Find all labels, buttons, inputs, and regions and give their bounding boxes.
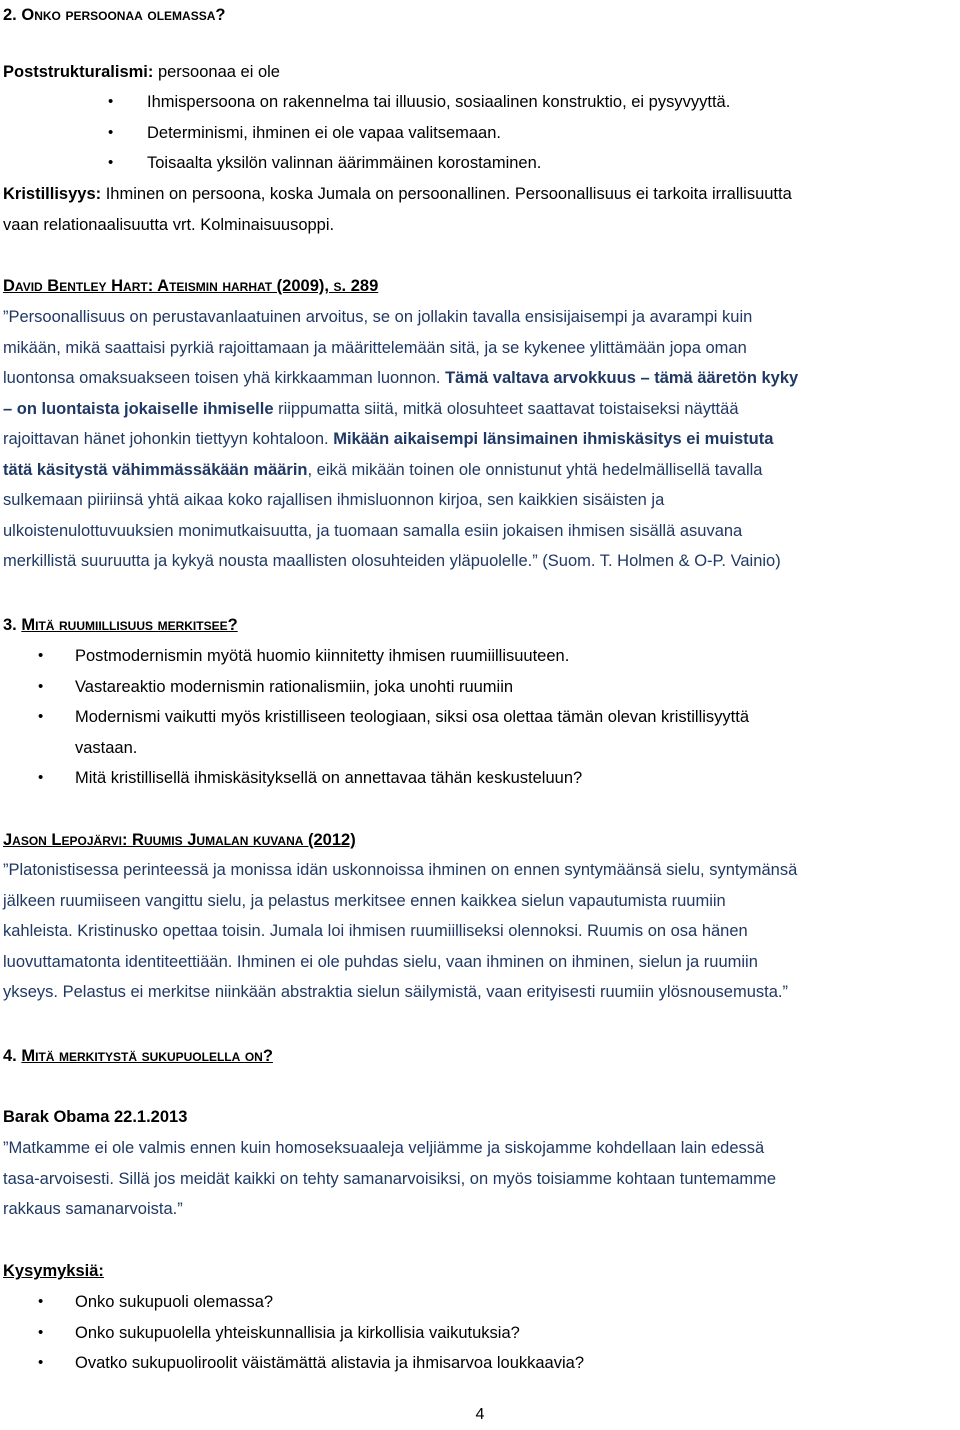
bullet-item bbox=[3, 641, 955, 672]
question-item bbox=[3, 1287, 955, 1318]
hart-source-title: David Bentley Hart: Ateismin harhat (2009), s. 289 bbox=[3, 277, 379, 295]
section-4-title: Mitä merkitystä sukupuolella on? bbox=[21, 1047, 273, 1065]
quote-line: kahleista. Kristinusko opettaa toisin. Jumala loi ihmisen ruumiilliseksi olennoksi. Ruumis on osa hänen bbox=[3, 922, 748, 940]
section-3-bullets bbox=[3, 641, 955, 794]
bullet-text: Determinismi, ihminen ei ole vapaa valitsemaan. bbox=[147, 123, 501, 142]
question-item bbox=[3, 1318, 955, 1349]
quote-line bbox=[3, 394, 955, 425]
section-3-title: Mitä ruumiillisuus merkitsee? bbox=[21, 616, 238, 634]
quote-text: merkillistä suuruutta ja kykyä nousta maallisten olosuhteiden yläpuolelle.” (Suom. T. Holmen & O-P. Vainio) bbox=[3, 552, 781, 570]
quote-line bbox=[3, 302, 955, 333]
bullet-marker: • bbox=[38, 647, 44, 664]
christianity-text-1: Ihminen on persoona, koska Jumala on persoonallinen. Persoonallisuus ei tarkoita irrallisuutta bbox=[101, 185, 792, 203]
question-item bbox=[3, 1348, 955, 1379]
section-4-heading bbox=[3, 1041, 955, 1072]
bullet-marker: • bbox=[108, 123, 114, 141]
bullet-text: Ihmispersoona on rakennelma tai illuusio, sosiaalinen konstruktio, ei pysyvyyttä. bbox=[147, 93, 731, 111]
quote-line: luovuttamatonta identiteettiään. Ihminen ei ole puhdas sielu, vaan ihminen on ihminen, sielun ja ruumiin bbox=[3, 952, 758, 971]
quote-line: tasa-arvoisesti. Sillä jos meidät kaikki on tehty samanarvoisiksi, on myös toisiamme kohtaan tuntemamme bbox=[3, 1169, 777, 1188]
question-text: Ovatko sukupuoliroolit väistämättä alistavia ja ihmisarvoa loukkaavia? bbox=[75, 1354, 584, 1372]
quote-text: , eikä mikään toinen ole onnistunut yhtä hedelmällisellä tavalla bbox=[307, 460, 763, 479]
obama-quote bbox=[3, 1133, 955, 1225]
quote-text: rajoittavan hänet johonkin tiettyyn kohtaloon. bbox=[3, 430, 334, 448]
hart-source bbox=[3, 271, 955, 302]
bullet-marker: • bbox=[108, 154, 114, 171]
quote-line: ”Matkamme ei ole valmis ennen kuin homoseksuaaleja veljiämme ja siskojamme kohdellaan lain edessä bbox=[3, 1139, 765, 1157]
bullet-item bbox=[3, 702, 955, 733]
quote-emphasis: Mikään aikaisempi länsimainen ihmiskäsitys ei muistuta bbox=[333, 430, 774, 448]
bullet-text: Postmodernismin myötä huomio kiinnitetty ihmisen ruumiillisuuteen. bbox=[75, 647, 570, 665]
section-3-heading bbox=[3, 610, 955, 641]
bullet-marker: • bbox=[38, 677, 44, 695]
lepojarvi-quote bbox=[3, 855, 955, 1008]
section-2-number: 2. bbox=[3, 6, 17, 24]
bullet-text: Modernismi vaikutti myös kristilliseen teologiaan, siksi osa olettaa tämän olevan kristillisyyttä bbox=[75, 708, 750, 726]
bullet-item bbox=[3, 672, 955, 703]
lepojarvi-source bbox=[3, 825, 955, 856]
quote-text: ulkoistenulottuvuuksien monimutkaisuutta, ja tuomaan samalla esiin jokaisen ihmisen sisällä asuvana bbox=[3, 521, 743, 540]
section-2-heading bbox=[3, 0, 955, 31]
bullet-marker: • bbox=[108, 93, 114, 110]
question-text: Onko sukupuoli olemassa? bbox=[75, 1293, 274, 1311]
quote-line bbox=[3, 455, 955, 486]
poststructuralism-label: Poststrukturalismi: bbox=[3, 63, 154, 81]
bullet-text: Toisaalta yksilön valinnan äärimmäinen korostaminen. bbox=[147, 154, 542, 172]
quote-text: ”Persoonallisuus on perustavanlaatuinen arvoitus, se on jollakin tavalla ensisijaisempi ja avarampi kuin bbox=[3, 308, 753, 326]
bullet-text: Vastareaktio modernismin rationalismiin, joka unohti ruumiin bbox=[75, 677, 514, 696]
quote-line bbox=[3, 516, 955, 547]
quote-line bbox=[3, 333, 955, 364]
poststructuralism-line bbox=[3, 57, 955, 88]
quote-line bbox=[3, 485, 955, 516]
bullet-continuation: vastaan. bbox=[75, 738, 138, 757]
bullet-marker: • bbox=[38, 1354, 44, 1371]
obama-source-title: Barak Obama 22.1.2013 bbox=[3, 1108, 188, 1126]
bullet-marker: • bbox=[38, 708, 44, 725]
quote-line bbox=[3, 424, 955, 455]
section-2-title: Onko persoonaa olemassa? bbox=[21, 6, 226, 24]
section-3-number: 3. bbox=[3, 616, 17, 634]
quote-line: rakkaus samanarvoista.” bbox=[3, 1200, 183, 1218]
quote-line: jälkeen ruumiiseen vangittu sielu, ja pelastus merkitsee ennen kaikkea sielun vapautumista ruumiin bbox=[3, 891, 726, 910]
poststructuralism-text: persoonaa ei ole bbox=[153, 63, 280, 81]
quote-line: ”Platonistisessa perinteessä ja monissa idän uskonnoissa ihminen on ennen syntymäänsä sielu, syntymänsä bbox=[3, 861, 798, 879]
quote-emphasis: tätä käsitystä vähimmässäkään määrin bbox=[3, 460, 308, 479]
bullet-text: Mitä kristillisellä ihmiskäsityksellä on annettavaa tähän keskusteluun? bbox=[75, 769, 583, 787]
bullet-item bbox=[3, 118, 955, 149]
bullet-marker: • bbox=[38, 769, 44, 786]
quote-text: mikään, mikä saattaisi pyrkiä rajoittamaan ja määrittelemään sitä, ja se kykenee ylittämään jopa oman bbox=[3, 338, 747, 357]
quote-text: luontonsa omaksuakseen toisen yhä kirkkaamman luonnon. bbox=[3, 369, 446, 387]
quote-emphasis: – on luontaista jokaiselle ihmiselle bbox=[3, 399, 274, 418]
quote-emphasis: Tämä valtava arvokkuus – tämä ääretön kyky bbox=[445, 369, 799, 387]
quote-line bbox=[3, 363, 955, 394]
christianity-paragraph bbox=[3, 179, 955, 240]
quote-text: sulkemaan piiriinsä yhtä aikaa koko rajallisen ihmisluonnon kirjoa, sen kaikkien sisäisten ja bbox=[3, 491, 665, 509]
quote-line: ykseys. Pelastus ei merkitse niinkään abstraktia sielun säilymistä, vaan erityisesti ruumiin ylösnousemusta.” bbox=[3, 983, 788, 1001]
section-4-number: 4. bbox=[3, 1047, 17, 1065]
quote-line bbox=[3, 546, 955, 577]
bullet-marker: • bbox=[38, 1323, 44, 1341]
question-text: Onko sukupuolella yhteiskunnallisia ja kirkollisia vaikutuksia? bbox=[75, 1323, 520, 1342]
questions-label: Kysymyksiä: bbox=[3, 1262, 104, 1280]
christianity-label: Kristillisyys: bbox=[3, 185, 102, 203]
bullet-item bbox=[3, 148, 955, 179]
poststructuralism-bullets bbox=[3, 87, 955, 179]
questions-list bbox=[3, 1287, 955, 1379]
quote-text: riippumatta siitä, mitkä olosuhteet saattavat toistaiseksi näyttää bbox=[273, 399, 739, 418]
bullet-item bbox=[3, 763, 955, 794]
page-number: 4 bbox=[475, 1406, 485, 1423]
bullet-item bbox=[3, 87, 955, 118]
bullet-marker: • bbox=[38, 1293, 44, 1310]
lepojarvi-source-title: Jason Lepojärvi: Ruumis Jumalan kuvana (2012) bbox=[3, 831, 356, 849]
obama-source bbox=[3, 1102, 955, 1133]
hart-quote bbox=[3, 302, 955, 577]
christianity-text-2: vaan relationaalisuutta vrt. Kolminaisuusoppi. bbox=[3, 215, 335, 234]
